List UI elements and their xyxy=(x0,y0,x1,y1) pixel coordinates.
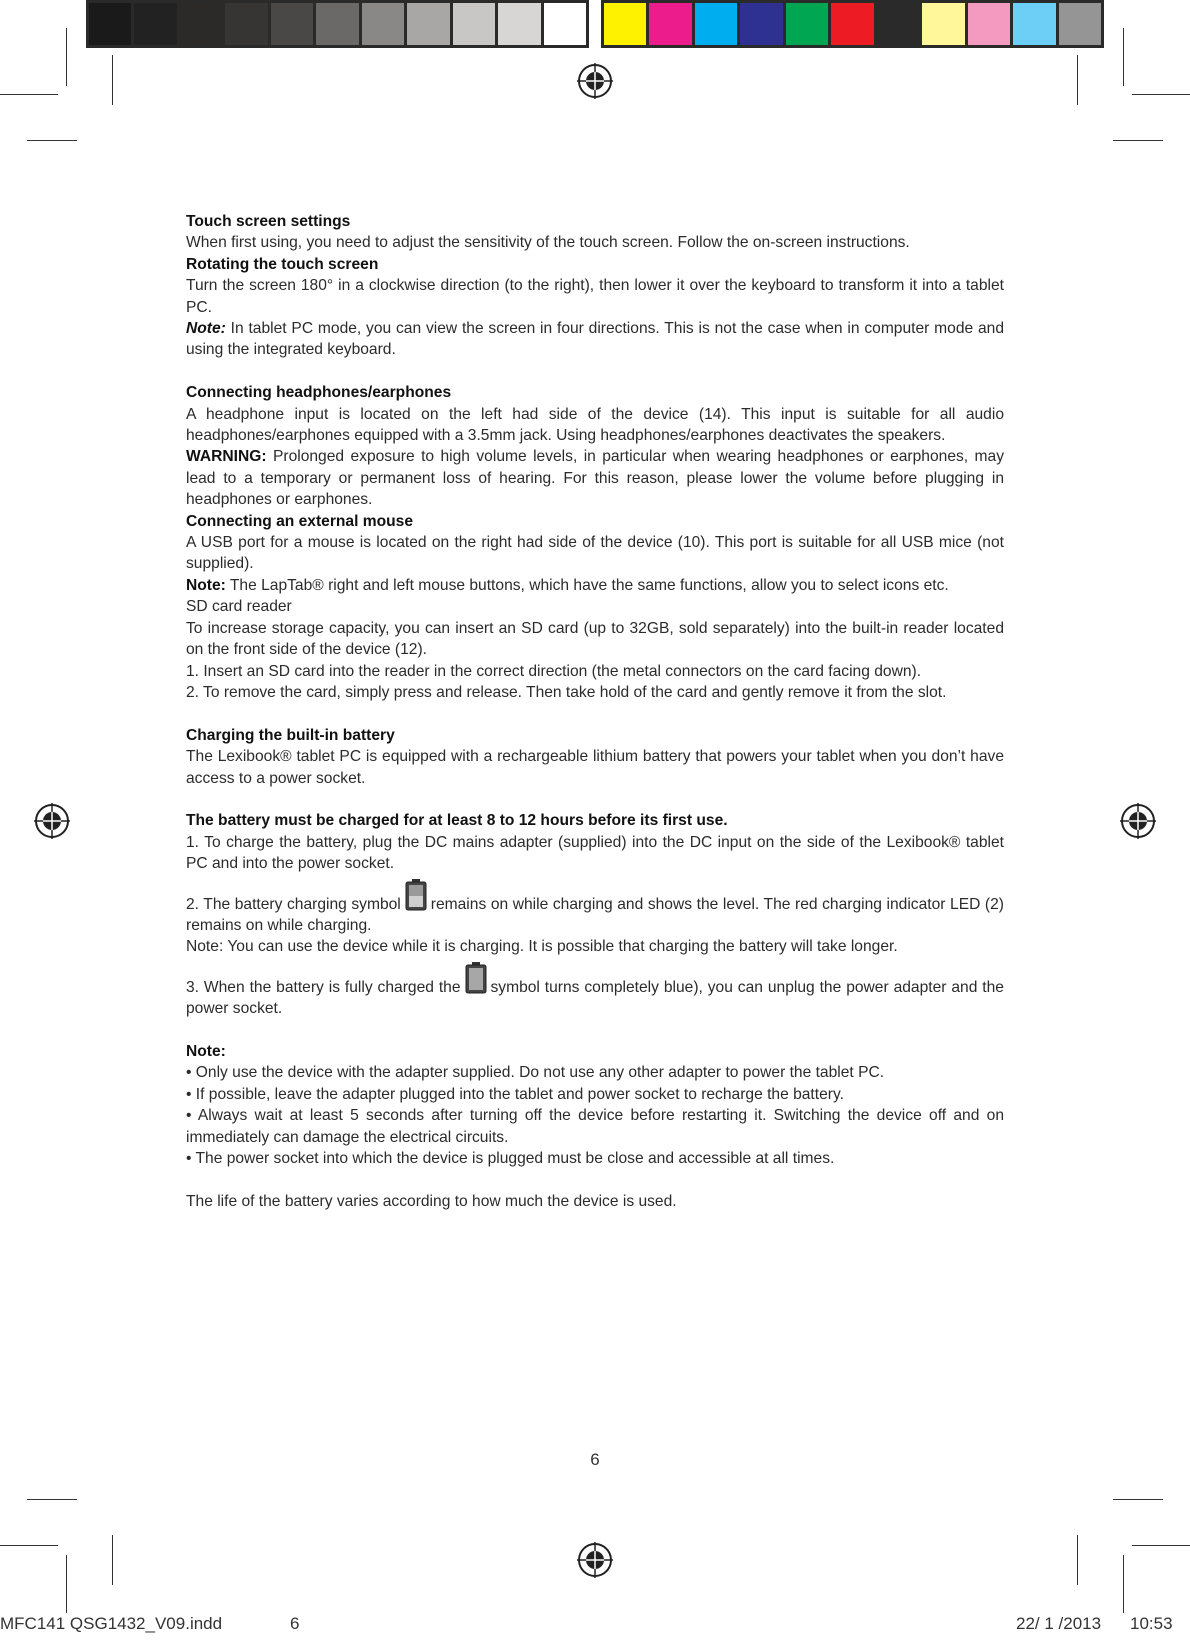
paragraph-rotating: Turn the screen 180° in a clockwise direction (to the right), then lower it over the keyboard to transform it into a tablet PC. xyxy=(186,277,1004,316)
color-swatch xyxy=(877,3,919,45)
color-swatch xyxy=(498,3,540,45)
note-rotating xyxy=(186,318,1004,361)
color-swatch xyxy=(649,3,691,45)
section-heading-rotating: Rotating the touch screen xyxy=(186,255,379,273)
color-swatch xyxy=(1059,3,1101,45)
color-swatch xyxy=(695,3,737,45)
color-swatch xyxy=(740,3,782,45)
notes-heading: Note: xyxy=(186,1042,226,1060)
process-color-bar xyxy=(601,0,1104,48)
color-swatch xyxy=(407,3,449,45)
color-swatch xyxy=(271,3,313,45)
note-item: • If possible, leave the adapter plugged into the tablet and power socket to recharge the battery. xyxy=(186,1085,844,1103)
slug-time: 10:53 xyxy=(1130,1614,1173,1633)
crop-mark xyxy=(112,55,113,105)
battery-full-icon xyxy=(465,962,487,994)
registration-target-icon xyxy=(575,1540,615,1580)
grayscale-color-bar xyxy=(86,0,589,48)
section-heading-sd-card: SD card reader xyxy=(186,598,292,616)
paragraph-sd-card: To increase storage capacity, you can insert an SD card (up to 32GB, sold separately) into the built-in reader located on the front side of the device (12). xyxy=(186,619,1004,659)
color-swatch xyxy=(225,3,267,45)
crop-mark xyxy=(1077,55,1078,105)
section-heading-mouse: Connecting an external mouse xyxy=(186,512,414,530)
warning-text: Prolonged exposure to high volume levels, in particular when wearing headphones or earphones, may lead to a temporary or permanent loss of hearing. For this reason, please lower the volume before plugging in headphones or earphones. xyxy=(186,448,1004,509)
crop-mark xyxy=(1113,140,1163,141)
battery-life-text: The life of the battery varies according to how much the device is used. xyxy=(186,1192,677,1210)
paragraph-headphones: A headphone input is located on the left had side of the device (14). This input is suitable for all audio headphones/earphones equipped with a 3.5mm jack. Using headphones/earphones deactivates the speakers. xyxy=(186,405,1004,445)
slug-date: 22/ 1 /2013 xyxy=(1016,1614,1102,1633)
color-swatch xyxy=(604,3,646,45)
note-mouse xyxy=(186,575,1004,596)
crop-mark xyxy=(0,94,58,95)
sd-step-2: 2. To remove the card, simply press and release. Then take hold of the card and gently remove it from the slot. xyxy=(186,683,947,701)
slug-page: 6 xyxy=(290,1614,300,1633)
color-swatch xyxy=(362,3,404,45)
sd-step-1: 1. Insert an SD card into the reader in the correct direction (the metal connectors on the card facing down). xyxy=(186,662,922,680)
crop-mark xyxy=(1132,94,1190,95)
section-heading-touch-screen: Touch screen settings xyxy=(186,213,351,230)
crop-mark xyxy=(1113,1499,1163,1500)
paragraph-mouse: A USB port for a mouse is located on the right had side of the device (10). This port is suitable for all USB mice (not supplied). xyxy=(186,534,1004,573)
paragraph-battery: The Lexibook® tablet PC is equipped with a rechargeable lithium battery that powers your tablet when you don’t have access to a power socket. xyxy=(186,748,1004,787)
section-heading-battery: Charging the built-in battery xyxy=(186,726,395,744)
color-swatch xyxy=(1013,3,1055,45)
color-swatch xyxy=(544,3,586,45)
color-swatch xyxy=(89,3,131,45)
crop-mark xyxy=(0,1545,58,1546)
battery-charging-icon xyxy=(405,879,427,911)
battery-step-3 xyxy=(186,962,1004,1020)
slug-filename: MFC141 QSG1432_V09.indd xyxy=(0,1614,223,1633)
color-swatch xyxy=(922,3,964,45)
color-swatch xyxy=(786,3,828,45)
paragraph-touch-screen: When first using, you need to adjust the sensitivity of the touch screen. Follow the on-screen instructions. xyxy=(186,234,910,252)
crop-mark xyxy=(1123,1555,1124,1613)
battery-step-1: 1. To charge the battery, plug the DC mains adapter (supplied) into the DC input on the side of the Lexibook® tablet PC and into the power socket. xyxy=(186,833,1004,873)
crop-mark xyxy=(66,28,67,86)
crop-mark xyxy=(1132,1545,1190,1546)
note-label: Note: xyxy=(186,576,226,594)
registration-target-icon xyxy=(1118,801,1158,841)
note-text: The LapTab® right and left mouse buttons, which have the same functions, allow you to select icons etc. xyxy=(225,576,949,594)
color-swatch xyxy=(453,3,495,45)
battery-step-2 xyxy=(186,879,1004,937)
color-swatch xyxy=(134,3,176,45)
color-swatch xyxy=(180,3,222,45)
crop-mark xyxy=(1077,1535,1078,1585)
note-item: • Only use the device with the adapter supplied. Do not use any other adapter to power the tablet PC. xyxy=(186,1064,885,1082)
color-swatch xyxy=(968,3,1010,45)
crop-mark xyxy=(1123,28,1124,86)
section-heading-headphones: Connecting headphones/earphones xyxy=(186,384,452,402)
crop-mark xyxy=(66,1555,67,1613)
color-swatch xyxy=(831,3,873,45)
battery-warning-bold: The battery must be charged for at least 8 to 12 hours before its first use. xyxy=(186,812,728,830)
warning-label: WARNING: xyxy=(186,448,267,466)
color-swatch xyxy=(316,3,358,45)
battery-step-3-end: symbol turns completely blue), you can unplug the power adapter and the power socket. xyxy=(186,978,1004,1018)
note-label: Note: xyxy=(186,320,226,338)
battery-step-2-start: 2. The battery charging symbol xyxy=(186,895,401,913)
note-text: In tablet PC mode, you can view the screen in four directions. This is not the case when in computer mode and using the integrated keyboard. xyxy=(186,320,1004,359)
registration-target-icon xyxy=(575,61,615,101)
page-number: 6 xyxy=(590,1450,600,1469)
document-body xyxy=(186,211,1004,1212)
registration-target-icon xyxy=(32,801,72,841)
warning-headphones xyxy=(186,446,1004,510)
battery-step-2-end: remains on while charging and shows the level. The red charging indicator LED (2) remains on while charging. xyxy=(186,895,1004,934)
battery-note: Note: You can use the device while it is charging. It is possible that charging the battery will take longer. xyxy=(186,938,898,956)
battery-step-3-start: 3. When the battery is fully charged the xyxy=(186,978,461,996)
crop-mark xyxy=(112,1535,113,1585)
crop-mark xyxy=(27,140,77,141)
note-item: • The power socket into which the device is plugged must be close and accessible at all times. xyxy=(186,1150,835,1167)
crop-mark xyxy=(27,1499,77,1500)
note-item: • Always wait at least 5 seconds after turning off the device before restarting it. Switching the device off and on immediately can damage the electrical circuits. xyxy=(186,1107,1004,1146)
